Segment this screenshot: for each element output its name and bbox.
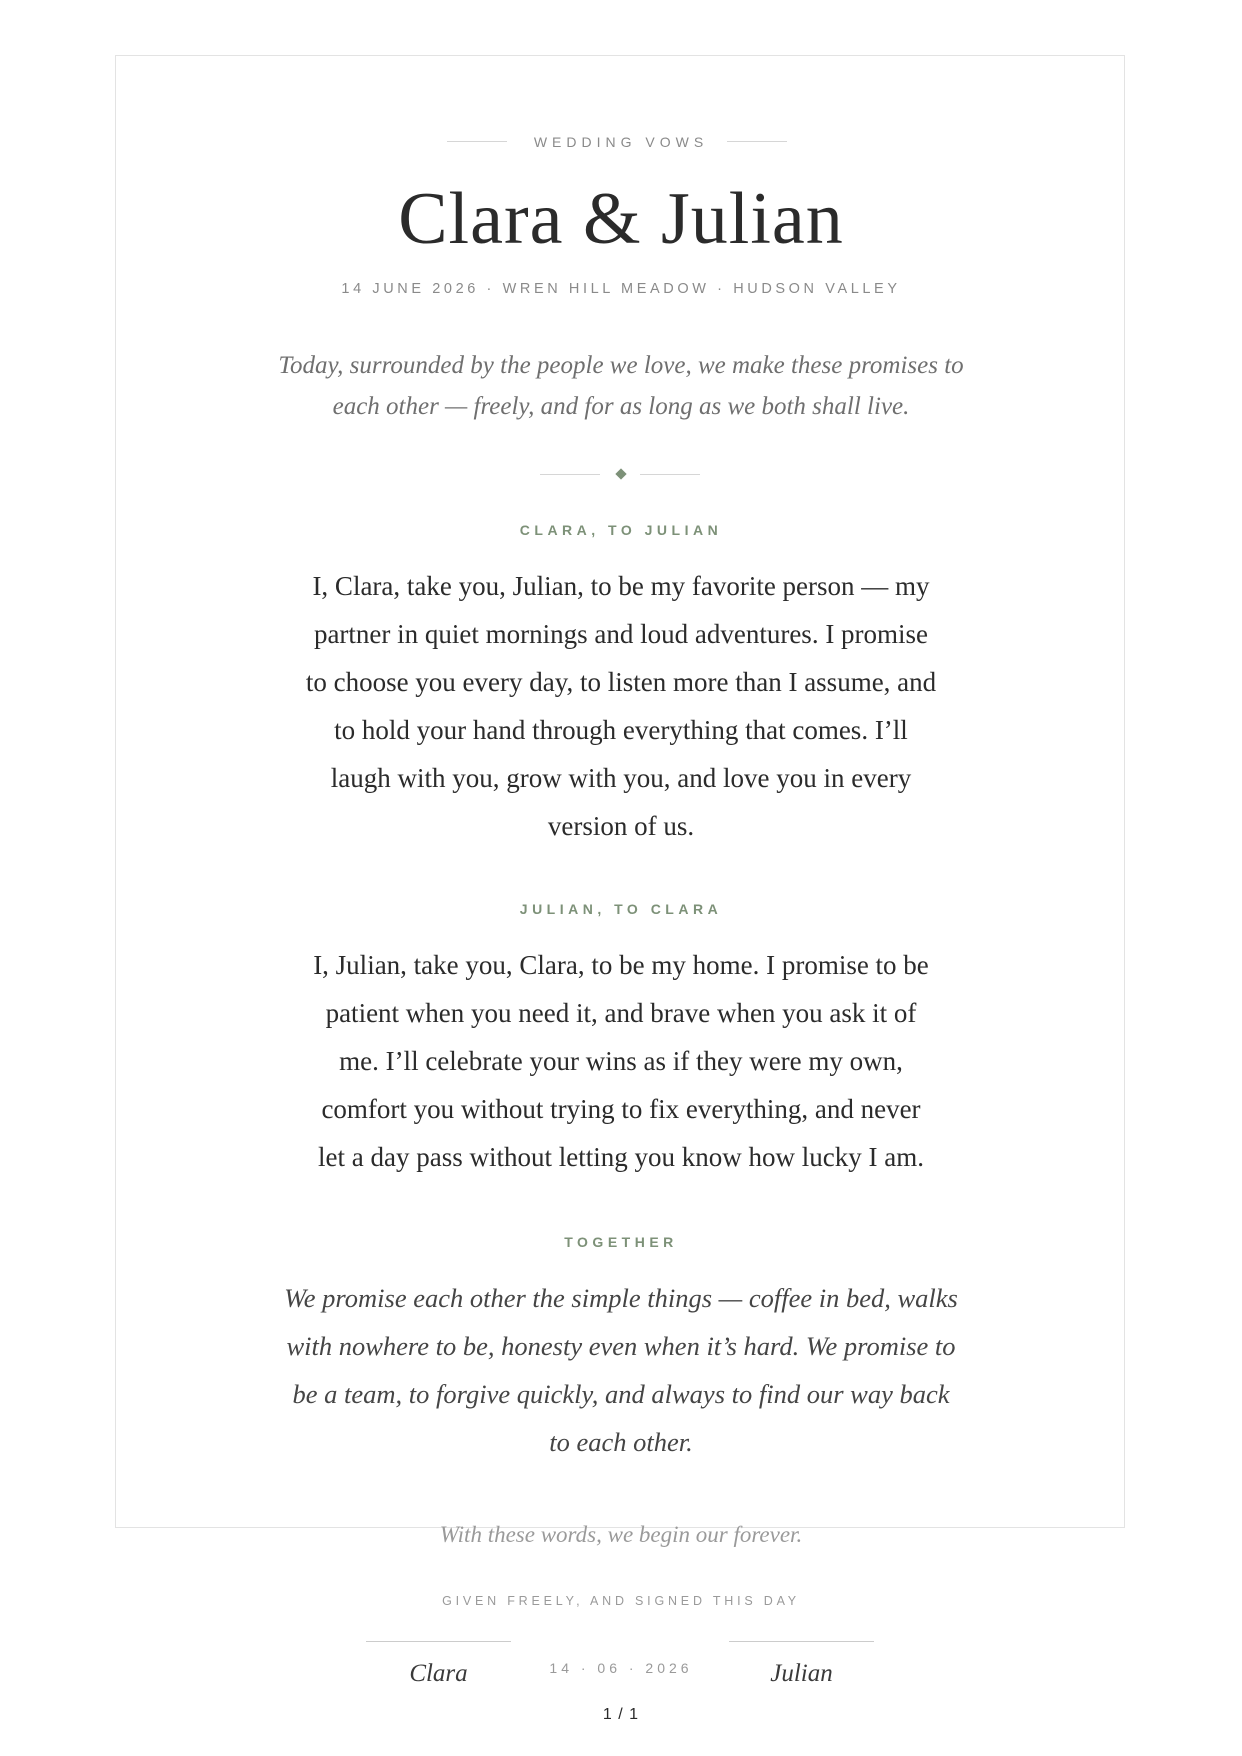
date-location: 14 JUNE 2026 · WREN HILL MEADOW · HUDSON VALLEY	[341, 281, 901, 297]
vow-line: to hold your hand through everything that comes. I’ll	[334, 715, 908, 745]
vow-line: laugh with you, grow with you, and love you in every	[330, 763, 912, 793]
vow-julian	[0, 941, 1242, 1181]
kicker-rule-right	[727, 141, 787, 142]
vow-clara	[0, 562, 1242, 850]
vow-line: me. I’ll celebrate your wins as if they were my own,	[339, 1046, 903, 1076]
vow-line: to each other.	[549, 1427, 693, 1457]
signature-julian: Julian	[770, 1660, 833, 1687]
vow-line: comfort you without trying to fix everything, and never	[321, 1094, 921, 1124]
vow-line: to choose you every day, to listen more than I assume, and	[305, 667, 937, 697]
signature-line-clara	[366, 1641, 511, 1642]
vow-line: version of us.	[547, 811, 695, 841]
page-indicator: 1 / 1	[602, 1706, 640, 1723]
signature-line-julian	[729, 1641, 874, 1642]
vow-line: partner in quiet mornings and loud adventures. I promise	[313, 619, 929, 649]
intro-line: each other — freely, and for as long as we both shall live.	[332, 393, 910, 420]
vow-line: We promise each other the simple things — coffee in bed, walks	[284, 1283, 958, 1313]
signature-clara: Clara	[409, 1660, 468, 1687]
vow-line: I, Julian, take you, Clara, to be my home. I promise to be	[313, 950, 929, 980]
couple-title: Clara & Julian	[398, 178, 844, 260]
vow-line: I, Clara, take you, Julian, to be my favorite person — my	[312, 571, 930, 601]
divider-rule-right	[640, 474, 700, 475]
vow-together	[0, 1274, 1242, 1466]
section-label-clara: CLARA, TO JULIAN	[519, 522, 723, 538]
section-label-together: TOGETHER	[564, 1234, 678, 1250]
vow-line: let a day pass without letting you know how lucky I am.	[318, 1142, 924, 1172]
divider-rule-left	[540, 474, 600, 475]
vow-line: with nowhere to be, honesty even when it’s hard. We promise to	[286, 1331, 956, 1361]
intro-text	[0, 345, 1242, 427]
vow-line: be a team, to forgive quickly, and always to find our way back	[292, 1379, 950, 1409]
section-label-julian: JULIAN, TO CLARA	[519, 901, 723, 917]
signature-heading: GIVEN FREELY, AND SIGNED THIS DAY	[442, 1594, 800, 1608]
signature-date: 14 · 06 · 2026	[549, 1660, 693, 1676]
intro-line: Today, surrounded by the people we love, we make these promises to	[278, 352, 964, 379]
vow-line: patient when you need it, and brave when you ask it of	[325, 998, 917, 1028]
document-kicker: WEDDING VOWS	[533, 134, 709, 150]
closing-line: With these words, we begin our forever.	[439, 1522, 803, 1547]
